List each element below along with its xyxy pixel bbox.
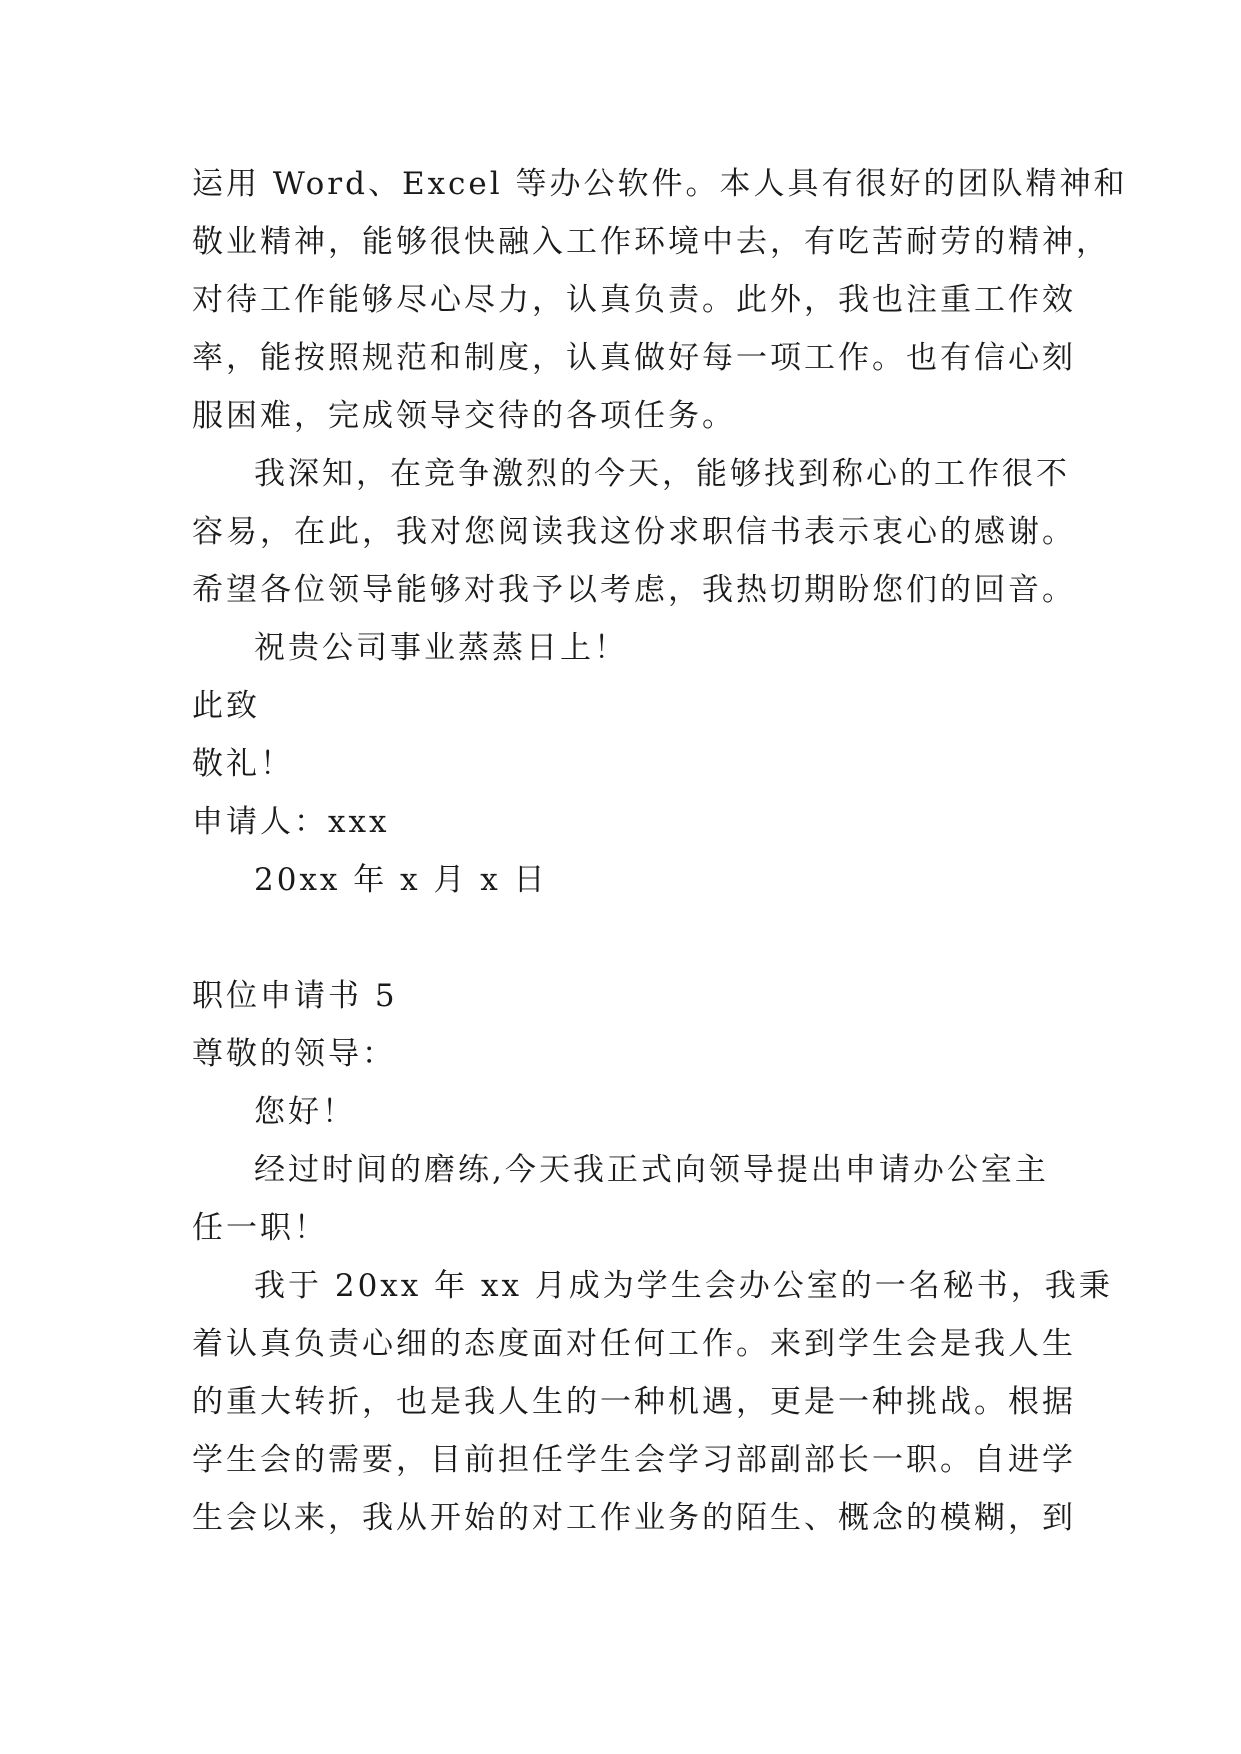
paragraph-start-line: 经过时间的磨练,今天我正式向领导提出申请办公室主 xyxy=(254,1152,1049,1188)
closing-wish: 祝贵公司事业蒸蒸日上！ xyxy=(254,630,628,666)
text-line: 着认真负责心细的态度面对任何工作。来到学生会是我人生 xyxy=(192,1326,1076,1362)
date-line: 20xx 年 x 月 x 日 xyxy=(254,862,548,898)
text-line: 的重大转折，也是我人生的一种机遇，更是一种挑战。根据 xyxy=(192,1384,1076,1420)
text-line: 敬业精神，能够很快融入工作环境中去，有吃苦耐劳的精神， xyxy=(192,224,1110,260)
greeting: 您好！ xyxy=(254,1094,356,1130)
applicant-line: 申请人：xxx xyxy=(192,804,390,840)
text-line: 希望各位领导能够对我予以考虑，我热切期盼您们的回音。 xyxy=(192,572,1076,608)
text-line: 运用 Word、Excel 等办公软件。本人具有很好的团队精神和 xyxy=(192,166,1128,202)
blank-line xyxy=(192,909,1072,967)
text-line: 学生会的需要，目前担任学生会学习部副部长一职。自进学 xyxy=(192,1442,1076,1478)
text-line: 对待工作能够尽心尽力，认真负责。此外，我也注重工作效 xyxy=(192,282,1076,318)
greeting-addressee: 尊敬的领导： xyxy=(192,1036,396,1072)
salutation-jing-li: 敬礼！ xyxy=(192,746,294,782)
text-line: 容易，在此，我对您阅读我这份求职信书表示衷心的感谢。 xyxy=(192,514,1076,550)
document-body xyxy=(192,155,1128,1547)
paragraph-start-line: 我于 20xx 年 xx 月成为学生会办公室的一名秘书，我秉 xyxy=(254,1268,1113,1304)
salutation-ci-zhi: 此致 xyxy=(192,688,260,724)
text-line: 任一职！ xyxy=(192,1210,328,1246)
section-title: 职位申请书 5 xyxy=(192,978,398,1014)
text-line: 率，能按照规范和制度，认真做好每一项工作。也有信心刻 xyxy=(192,340,1076,376)
paragraph-start-line: 我深知，在竞争激烈的今天，能够找到称心的工作很不 xyxy=(254,456,1070,492)
text-line: 生会以来，我从开始的对工作业务的陌生、概念的模糊，到 xyxy=(192,1500,1076,1536)
text-line: 服困难，完成领导交待的各项任务。 xyxy=(192,398,736,434)
